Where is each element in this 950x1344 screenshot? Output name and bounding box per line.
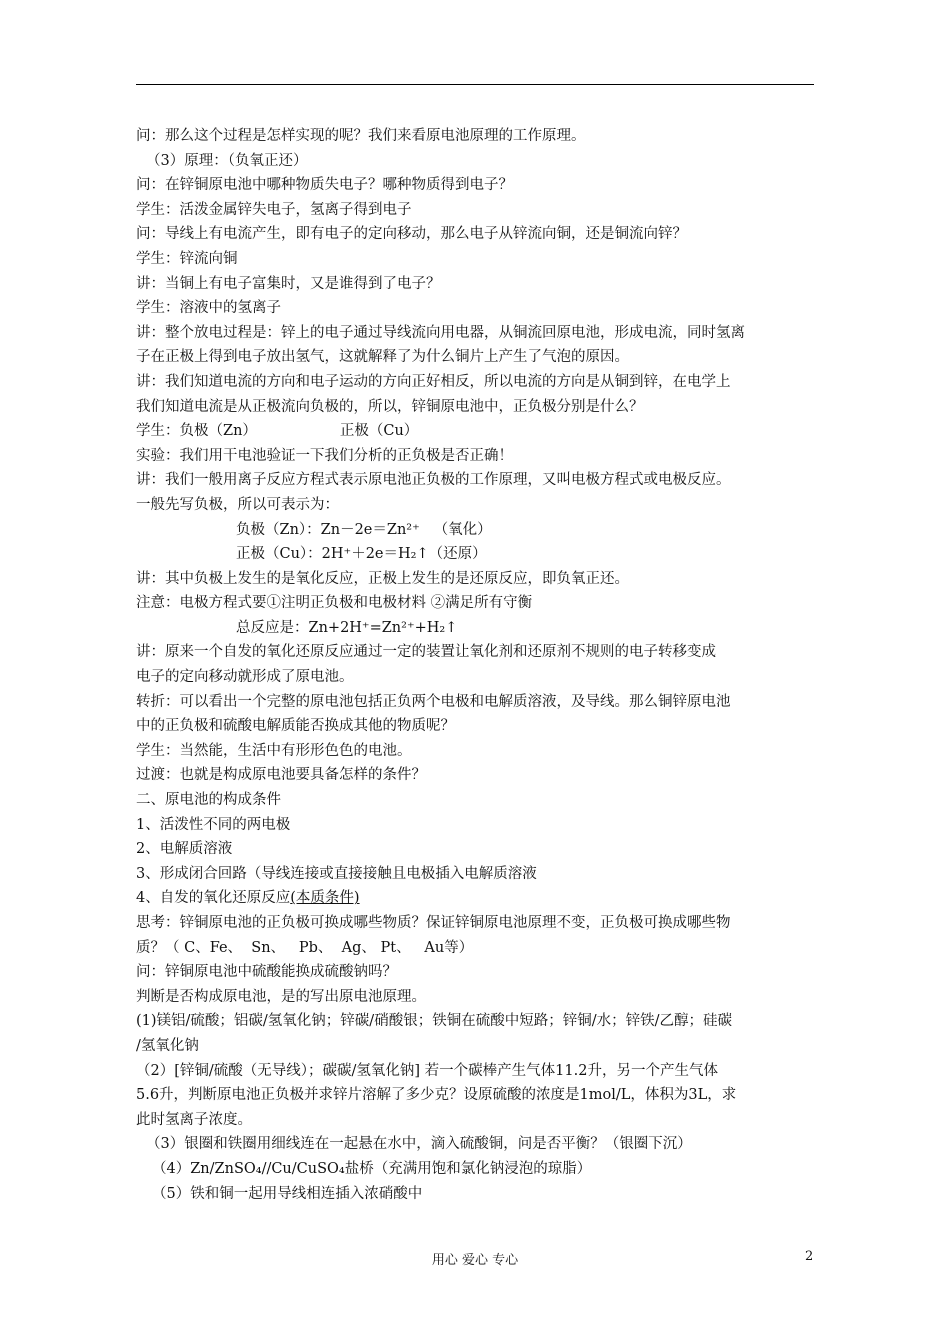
- text-line: 学生：溶液中的氢离子: [136, 300, 281, 317]
- text-line: 讲：其中负极上发生的是氧化反应，正极上发生的是还原反应，即负氧正还。: [136, 570, 629, 587]
- underlined-note: (本质条件): [290, 890, 360, 907]
- text-line: 判断是否构成原电池，是的写出原电池原理。: [136, 988, 426, 1005]
- exercise-line: （2）[锌铜/硫酸（无导线）；碳碳/氢氧化钠] 若一个碳棒产生气体11.2升，另一个产生气体: [136, 1062, 718, 1079]
- text-line: 学生：负极（Zn） 正极（Cu）: [136, 423, 419, 440]
- text-line: 问：那么这个过程是怎样实现的呢？我们来看原电池原理的工作原理。: [136, 128, 586, 144]
- list-item-text: 4、自发的氧化还原反应: [136, 890, 291, 907]
- text-line: 问：锌铜原电池中硫酸能换成硫酸钠吗？: [136, 964, 397, 981]
- document-body: [136, 124, 816, 1206]
- text-line: 问：在锌铜原电池中哪种物质失电子？哪种物质得到电子？: [136, 177, 513, 194]
- text-line: 讲：整个放电过程是：锌上的电子通过导线流向用电器，从铜流回原电池，形成电流，同时氢离: [136, 324, 745, 341]
- text-line: 过渡：也就是构成原电池要具备怎样的条件？: [136, 767, 426, 784]
- section-heading: 二、原电池的构成条件: [136, 792, 281, 809]
- list-item: 3、形成闭合回路（导线连接或直接接触且电极插入电解质溶液: [136, 865, 537, 882]
- exercise-line: 5.6升，判断原电池正负极并求锌片溶解了多少克？设原硫酸的浓度是1mol/L，体积为3L，求: [136, 1087, 737, 1104]
- text-line: 转折：可以看出一个完整的原电池包括正负两个电极和电解质溶液，及导线。那么铜锌原电池: [136, 693, 731, 710]
- text-line: 学生：活泼金属锌失电子，氢离子得到电子: [136, 201, 412, 218]
- exercise-line: 此时氢离子浓度。: [136, 1111, 252, 1128]
- equation-line: 总反应是：Zn+2H⁺=Zn²⁺+H₂↑: [236, 619, 458, 636]
- exercise-line: （3）银圈和铁圈用细线连在一起悬在水中，滴入硫酸铜，问是否平衡？（银圈下沉）: [146, 1136, 692, 1153]
- equation-line: 负极（Zn）：Zn－2e＝Zn²⁺ （氧化）: [236, 521, 492, 538]
- exercise-line: (1)镁铝/硫酸；铝碳/氢氧化钠；锌碳/硝酸银；铁铜在硫酸中短路；锌铜/水；锌铁/乙醇；硅碳: [136, 1013, 732, 1030]
- exercise-line: /氢氧化钠: [136, 1037, 199, 1054]
- text-line: 质？（ C、Fe、 Sn、 Pb、 Ag、 Pt、 Au等）: [136, 939, 474, 956]
- text-line: 思考：锌铜原电池的正负极可换成哪些物质？保证锌铜原电池原理不变，正负极可换成哪些物: [136, 915, 731, 931]
- text-line: 讲：我们知道电流的方向和电子运动的方向正好相反，所以电流的方向是从铜到锌，在电学上: [136, 373, 731, 390]
- list-item: [136, 886, 816, 911]
- header-rule: [136, 84, 814, 85]
- list-item: 2、电解质溶液: [136, 841, 233, 858]
- page-number: 2: [805, 1249, 814, 1264]
- text-line: 一般先写负极，所以可表示为：: [136, 496, 339, 513]
- text-line: 学生：锌流向铜: [136, 250, 238, 267]
- text-line: 问：导线上有电流产生，即有电子的定向移动，那么电子从锌流向铜，还是铜流向锌？: [136, 226, 687, 243]
- text-line: 讲：我们一般用离子反应方程式表示原电池正负极的工作原理，又叫电极方程式或电极反应。: [136, 472, 731, 489]
- text-line: 电子的定向移动就形成了原电池。: [136, 669, 354, 686]
- equation-line: 正极（Cu）：2H⁺＋2e＝H₂↑（还原）: [236, 546, 487, 563]
- text-line: 讲：当铜上有电子富集时，又是谁得到了电子？: [136, 275, 441, 292]
- text-line: 实验：我们用干电池验证一下我们分析的正负极是否正确！: [136, 447, 513, 464]
- exercise-line: （4）Zn/ZnSO₄//Cu/CuSO₄盐桥（充满用饱和氯化钠浸泡的琼脂）: [152, 1160, 592, 1177]
- footer-slogan: 用心 爱心 专心: [431, 1253, 519, 1268]
- text-line: 讲：原来一个自发的氧化还原反应通过一定的装置让氧化剂和还原剂不规则的电子转移变成: [136, 644, 716, 661]
- text-line: 子在正极上得到电子放出氢气，这就解释了为什么铜片上产生了气泡的原因。: [136, 349, 629, 366]
- text-line: （3）原理：（负氧正还）: [146, 152, 308, 169]
- exercise-line: （5）铁和铜一起用导线相连插入浓硝酸中: [152, 1185, 423, 1202]
- text-line: 中的正负极和硫酸电解质能否换成其他的物质呢？: [136, 718, 455, 735]
- list-item: 1、活泼性不同的两电极: [136, 816, 291, 833]
- text-line: 注意：电极方程式要①注明正负极和电极材料 ②满足所有守衡: [136, 595, 533, 612]
- text-line: 我们知道电流是从正极流向负极的，所以，锌铜原电池中，正负极分别是什么？: [136, 398, 644, 415]
- text-line: 学生：当然能，生活中有形形色色的电池。: [136, 742, 412, 759]
